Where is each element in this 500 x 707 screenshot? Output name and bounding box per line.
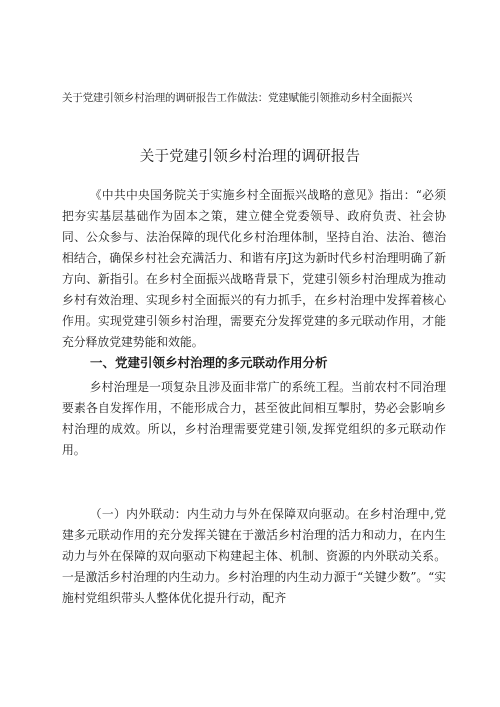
running-header: 关于党建引领乡村治理的调研报告工作做法：党建赋能引领推动乡村全面振兴 — [62, 92, 413, 104]
section-1-paragraph-2: （一）内外联动：内生动力与外在保障双向驱动。在乡村治理中,党建多元联动作用的充分发挥关键在于激活乡村治理的活力和动力，在内生动力与外在保障的双向驱动下构建起主体、机制、资源的内外联动关系。一是激活乡村治理的内生动力。乡村治理的内生动力源于“关键少数”。“实施村党组织带头人整体优化提升行动，配齐 — [62, 507, 446, 605]
section-1-paragraph-1: 乡村治理是一项复杂且涉及面非常广的系统工程。当前农村不同治理要素各自发挥作用，不能形成合力，甚至彼此间相互掣肘，势必会影响乡村治理的成效。所以，乡村治理需要党建引领,发挥党组织的多元联动作用。 — [62, 380, 446, 457]
document-title: 关于党建引领乡村治理的调研报告 — [139, 149, 361, 165]
intro-paragraph: 《中共中央国务院关于实施乡村全面振兴战略的意见》指出：“必须把夯实基层基础作为固本之策，建立健全党委领导、政府负责、社会协同、公众参与、法治保障的现代化乡村治理体制，坚持自治、法治、德治相结合，确保乡村社会充满活力、和谐有序J这为新时代乡村治理明确了新方向、新指引。在乡村全面振兴战略背景下，党建引领乡村治理成为推动乡村有效治理、实现乡村全面振兴的有力抓手，在乡村治理中发挥着核心作用。实现党建引领乡村治理，需要充分发挥党建的多元联动作用，才能充分释放党建势能和效能。 — [62, 188, 446, 349]
section-heading-1: 一、党建引领乡村治理的多元联动作用分析 — [90, 355, 328, 370]
